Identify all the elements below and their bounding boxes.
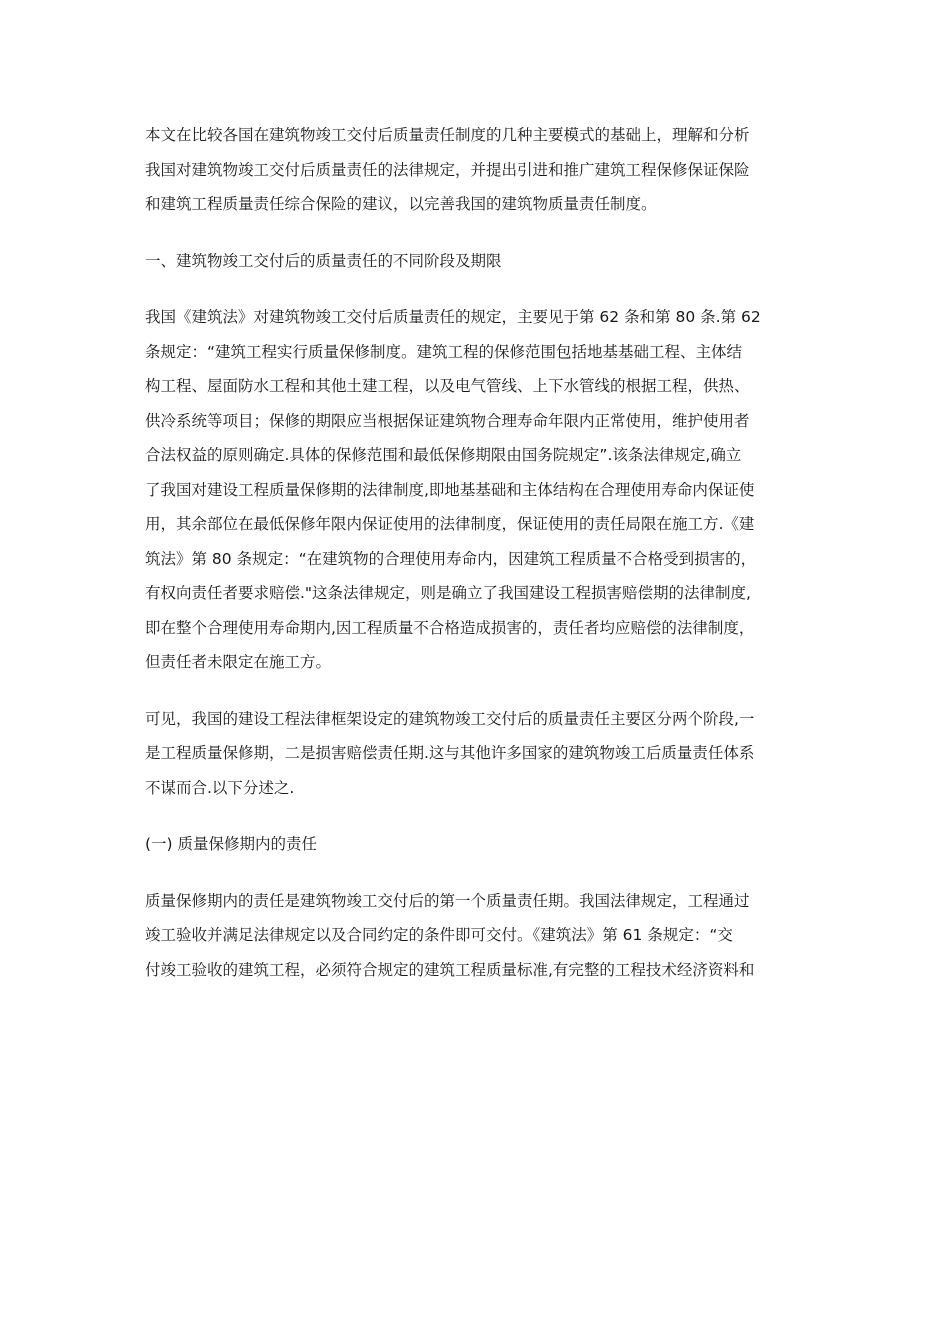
section-heading-1: [145, 244, 805, 279]
text-line: 构工程、屋面防水工程和其他土建工程，以及电气管线、上下水管线的根据工程，供热、: [145, 377, 750, 395]
text-line: 可见，我国的建设工程法律框架设定的建筑物竣工交付后的质量责任主要区分两个阶段,一: [145, 709, 755, 728]
text-line: 即在整个合理使用寿命期内,因工程质量不合格造成损害的，责任者均应赔偿的法律制度，: [145, 618, 755, 637]
heading-text: 一、建筑物竣工交付后的质量责任的不同阶段及期限: [145, 251, 502, 270]
text-line: 我国《建筑法》对建筑物竣工交付后质量责任的规定，主要见于第 62 条和第 80 条.第 62: [145, 308, 761, 326]
intro-paragraph: [145, 118, 805, 222]
text-line: 付竣工验收的建筑工程，必须符合规定的建筑工程质量标准,有完整的工程技术经济资料和: [145, 960, 755, 979]
text-line: 质量保修期内的责任是建筑物竣工交付后的第一个质量责任期。我国法律规定，工程通过: [145, 891, 750, 910]
text-line: 竣工验收并满足法律规定以及合同约定的条件即可交付。《建筑法》第 61 条规定：“交: [145, 926, 733, 944]
text-line: 有权向责任者要求赔偿."这条法律规定，则是确立了我国建设工程损害赔偿期的法律制度,: [145, 584, 751, 602]
warranty-paragraph: [145, 884, 805, 988]
section-heading-2: [145, 827, 805, 862]
law-paragraph: [145, 300, 805, 680]
summary-paragraph: [145, 702, 805, 806]
text-line: 和建筑工程质量责任综合保险的建议，以完善我国的建筑物质量责任制度。: [145, 195, 657, 213]
text-line: 合法权益的原则确定.具体的保修范围和最低保修期限由国务院规定”.该条法律规定,确立: [145, 446, 742, 464]
text-line: 不谋而合.以下分述之.: [145, 778, 295, 797]
text-line: 是工程质量保修期，二是损害赔偿责任期.这与其他许多国家的建筑物竣工后质量责任体系: [145, 744, 755, 762]
document-page: [145, 118, 805, 1009]
text-line: 用，其余部位在最低保修年限内保证使用的法律制度，保证使用的责任局限在施工方.《建: [145, 515, 755, 533]
text-line: 我国对建筑物竣工交付后质量责任的法律规定，并提出引进和推广建筑工程保修保证保险: [145, 160, 750, 179]
text-line: 供冷系统等项目；保修的期限应当根据保证建筑物合理寿命年限内正常使用，维护使用者: [145, 411, 750, 430]
text-line: 条规定：“建筑工程实行质量保修制度。建筑工程的保修范围包括地基基础工程、主体结: [145, 342, 743, 361]
text-line: 筑法》第 80 条规定：“在建筑物的合理使用寿命内，因建筑工程质量不合格受到损害的，: [145, 549, 757, 568]
text-line: 但责任者未限定在施工方。: [145, 653, 332, 671]
text-line: 了我国对建设工程质量保修期的法律制度,即地基基础和主体结构在合理使用寿命内保证使: [145, 480, 755, 499]
text-line: 本文在比较各国在建筑物竣工交付后质量责任制度的几种主要模式的基础上，理解和分析: [145, 126, 750, 144]
heading-text: (一) 质量保修期内的责任: [145, 835, 318, 853]
